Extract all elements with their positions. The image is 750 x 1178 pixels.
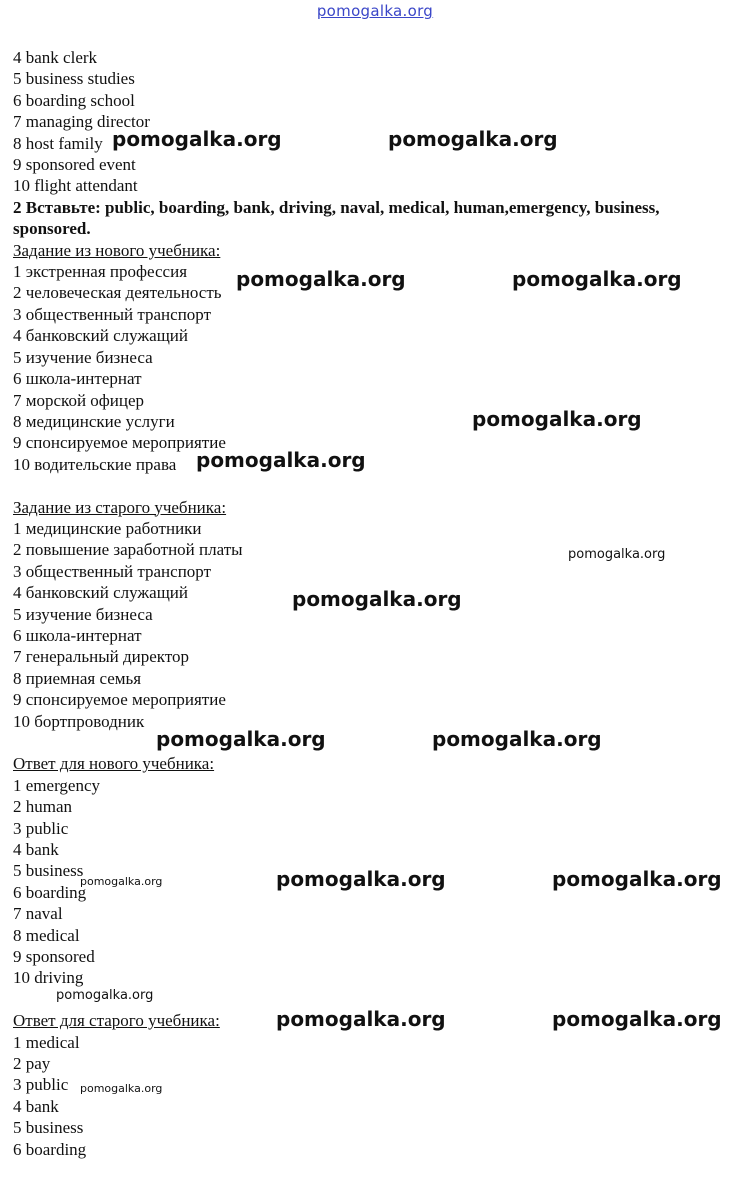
watermark: pomogalka.org [236,267,406,291]
list-item: 8 медицинские услуги [13,411,175,431]
list-item: 1 экстренная профессия [13,262,188,282]
list-item: 3 public [13,1075,69,1095]
watermark: pomogalka.org [512,267,682,291]
watermark: pomogalka.org [292,587,462,611]
list-item: 5 business [13,861,84,881]
watermark: pomogalka.org [276,867,446,891]
list-item: 6 boarding [13,882,87,902]
list-item: 2 человеческая деятельность [13,283,222,303]
list-item: 5 business [13,1118,84,1138]
list-item: 10 бортпроводник [13,711,145,731]
list-item: 4 банковский служащий [13,583,188,603]
list-item: 6 школа-интернат [13,369,142,389]
list-item: 4 банковский служащий [13,326,188,346]
watermark: pomogalka.org [552,867,722,891]
list-item: 9 sponsored [13,947,95,967]
list-a [13,47,733,197]
list-item: 6 школа-интернат [13,625,142,645]
list-item: 10 flight attendant [13,176,138,196]
spacer [13,732,733,753]
list-item: 5 изучение бизнеса [13,347,153,367]
list-item: 6 boarding school [13,90,135,110]
list-item: 3 public [13,818,69,838]
spacer [13,475,733,496]
list-item: 3 общественный транспорт [13,304,211,324]
section-heading: Задание из нового учебника: [13,240,221,260]
section-heading: Ответ для старого учебника: [13,1011,220,1031]
list-item: 9 спонсируемое мероприятие [13,433,226,453]
list-item: 9 sponsored event [13,155,136,175]
task-2-instruction: 2 Вставьте: public, boarding, bank, driving, naval, medical, human,emergency, business, sponsored. [13,197,660,239]
watermark: pomogalka.org [56,988,154,1003]
list-item: 5 изучение бизнеса [13,604,153,624]
list-item: 1 медицинские работники [13,518,202,538]
list-item: 2 pay [13,1054,51,1074]
watermark: pomogalka.org [568,547,666,562]
list-item: 7 managing director [13,112,150,132]
list-item: 8 medical [13,925,80,945]
list-item: 8 host family [13,133,103,153]
section-heading: Задание из старого учебника: [13,497,227,517]
list-item: 7 морской офицер [13,390,145,410]
watermark: pomogalka.org [552,1007,722,1031]
list-item: 2 повышение заработной платы [13,540,243,560]
watermark: pomogalka.org [156,727,326,751]
watermark: pomogalka.org [80,1082,163,1095]
list-item: 3 общественный транспорт [13,561,211,581]
list-item: 7 генеральный директор [13,647,190,667]
list-item: 10 водительские права [13,454,177,474]
watermark: pomogalka.org [472,407,642,431]
list-item: 1 medical [13,1032,80,1052]
watermark: pomogalka.org [112,127,282,151]
list-item: 7 naval [13,904,63,924]
list-item: 1 emergency [13,775,101,795]
watermark: pomogalka.org [80,875,163,888]
site-link[interactable]: pomogalka.org [316,2,434,20]
watermark: pomogalka.org [432,727,602,751]
watermark: pomogalka.org [388,127,558,151]
list-item: 4 bank [13,1096,59,1116]
list-item: 4 bank [13,840,59,859]
list-item: 10 driving [13,968,84,988]
list-item: 6 boarding [13,1139,87,1159]
list-item: 8 приемная семья [13,668,142,688]
list-item: 9 спонсируемое мероприятие [13,690,226,710]
section-heading: Ответ для нового учебника: [13,754,215,774]
watermark: pomogalka.org [196,448,366,472]
list-item: 4 bank clerk [13,48,98,67]
list-item: 5 business studies [13,69,135,89]
list-item: 2 human [13,797,73,817]
watermark: pomogalka.org [276,1007,446,1031]
old-book-task [13,497,733,732]
